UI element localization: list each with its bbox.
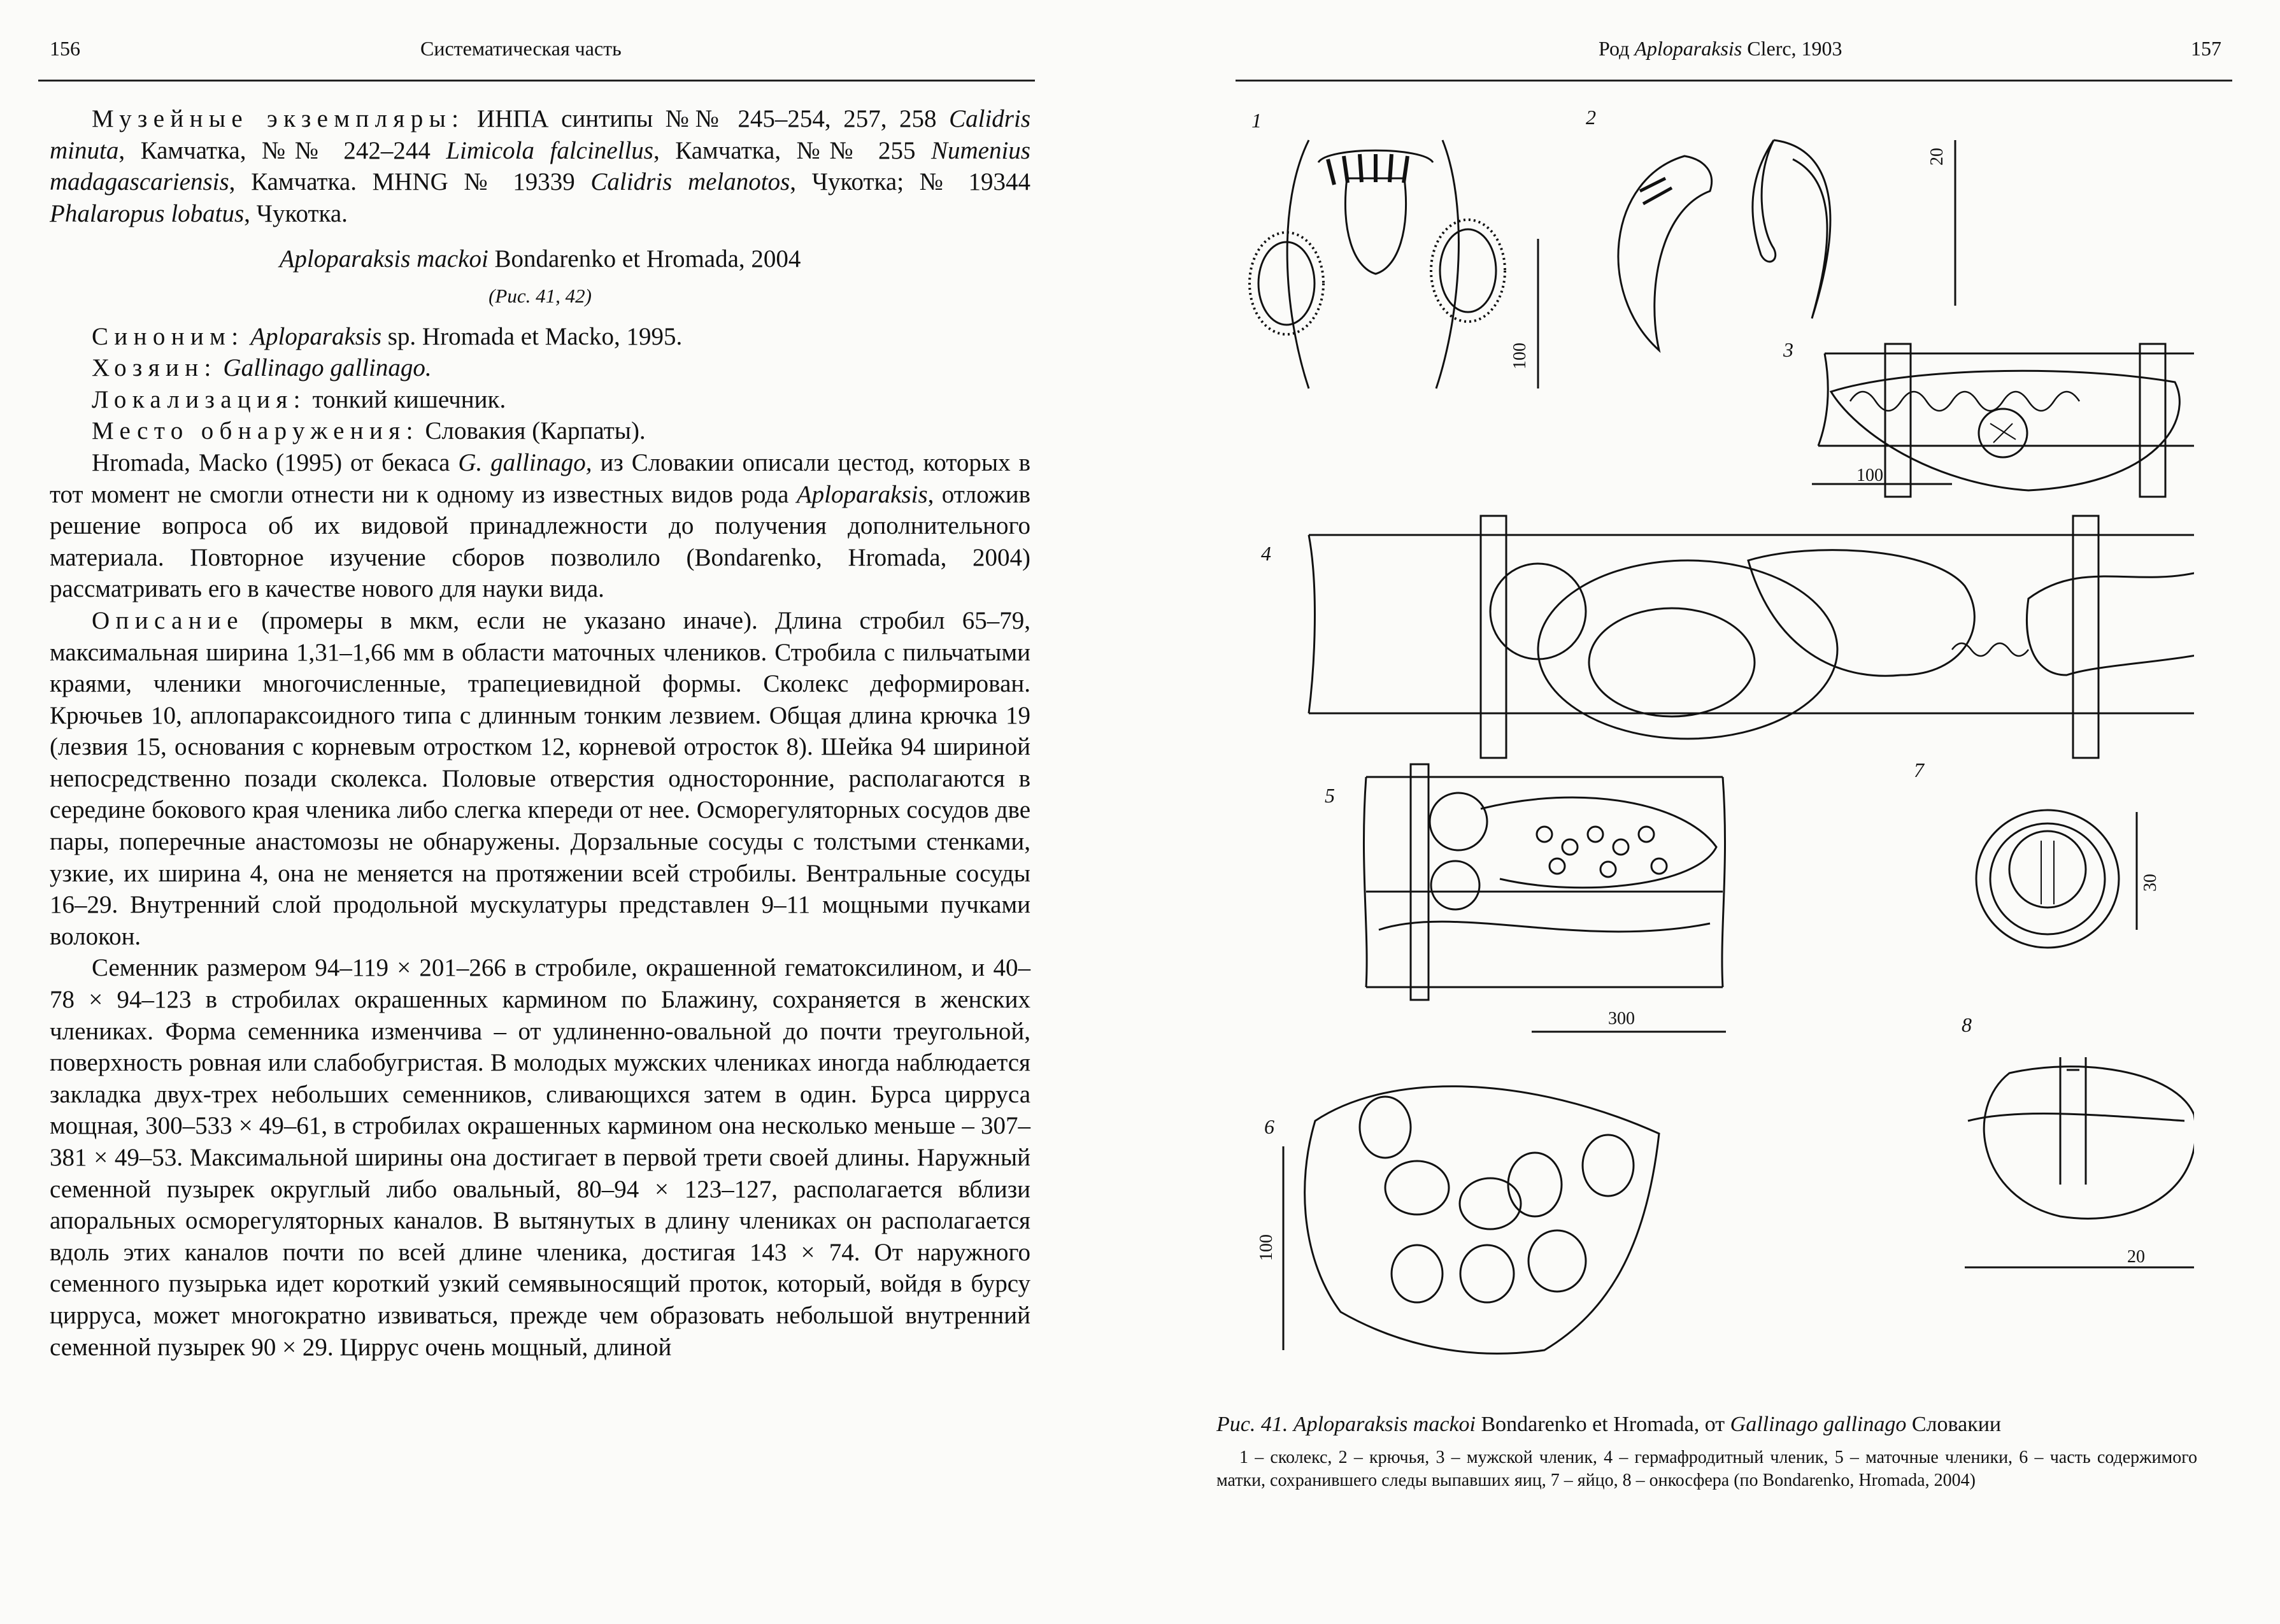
host-line <box>50 352 1030 384</box>
figure-reference: (Рис. 41, 42) <box>488 284 592 307</box>
text-run: Phalaropus lobatus <box>50 199 245 227</box>
host-value: Gallinago gallinago. <box>223 354 432 382</box>
running-head-author: Clerc, 1903 <box>1742 37 1842 60</box>
running-head-genus: Aploparaksis <box>1634 37 1742 60</box>
right-page <box>1140 0 2280 1624</box>
page-number-right: 157 <box>2191 37 2221 60</box>
text-run: Hromada, Macko (1995) от бекаса <box>92 448 459 476</box>
panel-label-4: 4 <box>1261 542 1271 565</box>
panel-label-6: 6 <box>1264 1115 1274 1138</box>
header-rule-right <box>1236 80 2232 82</box>
text-run: G. gallinago, <box>458 448 592 476</box>
panel-label-3: 3 <box>1783 338 1793 361</box>
synonym-line <box>50 321 1030 353</box>
figure-caption <box>1216 1411 2197 1492</box>
finding-place-label: Место обнаружения: <box>92 417 419 445</box>
synonym-value: sp. Hromada et Macko, 1995. <box>381 322 683 350</box>
scale-label-panel-6: 100 <box>1257 1234 1276 1261</box>
finding-place-line <box>50 415 1030 447</box>
description-label: Описание <box>92 606 244 634</box>
text-run: Calidris minuta <box>50 105 1030 164</box>
intro-paragraph <box>50 447 1030 605</box>
testis-paragraph: Семенник размером 94–119 × 201–266 в стробиле, окрашенной гематоксилином, и 40–78 × 94–123 в стробилах окрашенных кармином по Блажину, сохраняется в женских члениках. Форма семенника изменчива – от удлиненно-овальной до почти треугольной, поверхность ровная или слабобугристая. В молодых мужских члениках иногда наблюдается закладка двух-трех небольших семенников, сливающихся затем в один. Бурса цирруса мощная, 300–533 × 49–61, в стробилах окрашенных кармином она несколько меньше – 307–381 × 49–53. Максимальной ширины она достигает в первой трети своей длины. Наружный семенной пузырек округлый либо овальный, 80–94 × 123–127, располагается вблизи апоральных осморегуляторных каналов. В вытянутых в длину члениках он располагается вдоль этих каналов почти по всей длине членика, достигая 143 × 74. От наружного семенного пузырька идет короткий узкий семявыносящий проток, который, войдя в бурсу цирруса, может многократно извиваться, прежде чем образовать небольшой внутренний семенной пузырек 90 × 29. Циррус очень мощный, длиной <box>50 954 1030 1361</box>
description-paragraph <box>50 605 1030 953</box>
caption-figure-number: Рис. 41. Aploparaksis mackoi <box>1216 1413 1476 1436</box>
scale-label-panel-1: 100 <box>1510 343 1530 369</box>
running-head-left: Систематическая часть <box>420 37 622 60</box>
figure-41-drawing <box>1201 102 2194 1407</box>
scale-label-panel-5: 300 <box>1608 1009 1635 1029</box>
caption-authors: Bondarenko et Hromada, от <box>1476 1413 1730 1436</box>
description-text: (промеры в мкм, если не указано иначе). Длина стробил 65–79, максимальная ширина 1,31–1,66 мм в области маточных члеников. Стробила с пильчатыми краями, членики многочисленные, трапециевидной формы. Сколекс деформирован. Крючьев 10, аплопараксоидного типа с длинным тонким лезвием. Общая длина крючка 19 (лезвия 15, основания с корневым отростком 12, корневой отросток 8). Шейка 94 шириной непосредственно позади сколекса. Половые отверстия односторонние, располагаются в середине бокового края членика либо слегка кпереди от нее. Осморегуляторных сосудов две пары, поперечные анастомозы не обнаружены. Дорзальные сосуды с толстыми стенками, узкие, их ширина 4, она не меняется на протяжении всей стробилы. Вентральные сосуды 16–29. Внутренний слой продольной мускулатуры представлен 9–11 мощными пучками волокон. <box>50 606 1030 950</box>
panel-label-2: 2 <box>1586 106 1596 129</box>
localization-label: Локализация: <box>92 385 306 413</box>
caption-title <box>1216 1411 2197 1439</box>
species-title-italic: Aploparaksis mackoi <box>279 245 488 273</box>
caption-legend: 1 – сколекс, 2 – крючья, 3 – мужской членик, 4 – гермафродитный членик, 5 – маточные членики, 6 – часть содержимого матки, сохранившего следы выпавших яиц, 7 – яйцо, 8 – онкосфера (по Bondarenko, Hromada, 2004) <box>1216 1448 2197 1490</box>
text-run: , Камчатка. MHNG № 19339 <box>229 168 591 196</box>
text-run: Calidris melanotos <box>590 168 790 196</box>
species-title-authors: Bondarenko et Hromada, 2004 <box>488 245 801 273</box>
text-run: , Камчатка, №№ 242–244 <box>118 136 446 164</box>
panel-1-scolex <box>1250 140 1538 388</box>
localization-line <box>50 384 1030 416</box>
text-run: ИНПА синтипы №№ 245–254, 257, 258 <box>464 105 950 132</box>
panel-label-7: 7 <box>1914 759 1924 781</box>
panel-5-gravid-segments <box>1364 764 1726 1032</box>
museum-specimens-label: Музейные экземпляры: <box>92 105 465 132</box>
text-run: из Словакии описали цестод, которых в тот момент не смогли отнести ни к одному из известных видов рода <box>50 448 1031 508</box>
running-head-right <box>1599 37 1842 61</box>
text-run: , Чукотка. <box>244 199 348 227</box>
text-run: Aploparaksis <box>796 480 928 508</box>
museum-specimens-paragraph <box>50 103 1030 229</box>
panel-2-hooks <box>1618 140 1955 350</box>
left-body-text <box>50 103 1030 1363</box>
text-run: Limicola falcinellus <box>446 136 653 164</box>
panel-label-8: 8 <box>1962 1013 1972 1036</box>
page-number-left: 156 <box>50 37 80 60</box>
text-run: , Чукотка; № 19344 <box>790 168 1030 196</box>
header-rule-left <box>38 80 1035 82</box>
finding-place-value: Словакия (Карпаты). <box>418 417 646 445</box>
host-label: Хозяин: <box>92 354 217 382</box>
panel-7-egg <box>1976 810 2137 948</box>
panel-label-1: 1 <box>1251 109 1262 132</box>
text-run: Numenius madagascariensis <box>50 136 1030 196</box>
caption-locality: Словакии <box>1906 1413 2002 1436</box>
scale-labels <box>1257 148 2160 1267</box>
scale-label-panel-7: 30 <box>2141 874 2160 892</box>
scale-label-panel-2: 20 <box>1927 148 1947 166</box>
panel-4-hermaphrodite-segment <box>1309 516 2194 758</box>
species-title <box>50 243 1030 275</box>
scale-label-panel-8: 20 <box>2127 1247 2145 1267</box>
localization-value: тонкий кишечник. <box>306 385 506 413</box>
scale-label-panel-3: 100 <box>1856 466 1883 485</box>
text-run: , отложив решение вопроса об их видовой принадлежности до получения дополнительного материала. Повторное изучение сборов позволило (Bondarenko, Hromada, 2004) рассматривать его в качестве нового для науки вида. <box>50 480 1030 603</box>
synonym-genus: Aploparaksis <box>250 322 381 350</box>
synonym-label: Синоним: <box>92 322 245 350</box>
figure-41 <box>1201 102 2194 1407</box>
panel-8-oncosphere <box>1965 1057 2194 1267</box>
caption-host: Gallinago gallinago <box>1730 1413 1907 1436</box>
panel-label-5: 5 <box>1325 784 1335 807</box>
panel-6-uterus-contents <box>1283 1086 1659 1354</box>
text-run: , Камчатка, №№ 255 <box>653 136 931 164</box>
running-head-prefix: Род <box>1599 37 1635 60</box>
